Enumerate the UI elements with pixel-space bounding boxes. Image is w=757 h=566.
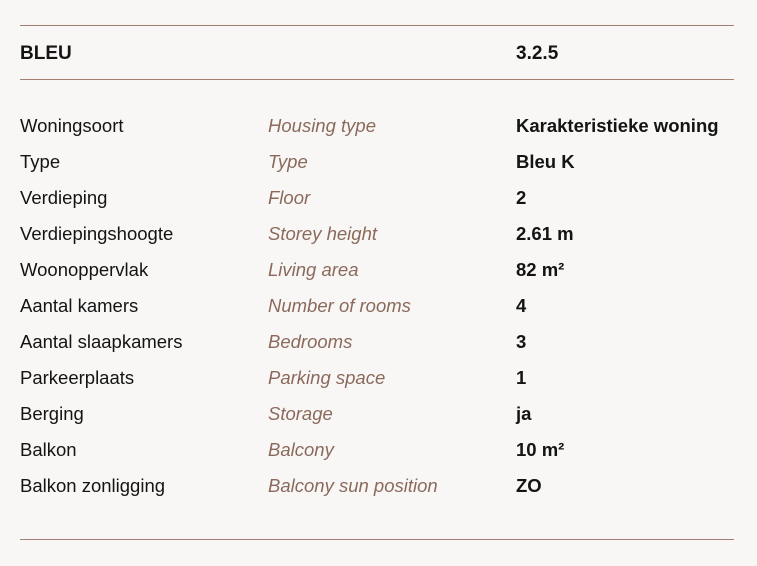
dutch-label: Type	[20, 151, 61, 172]
bottom-divider	[20, 539, 734, 540]
spec-row-bedrooms	[20, 329, 734, 365]
dutch-label: Parkeerplaats	[20, 367, 135, 388]
dutch-label: Balkon	[20, 439, 77, 460]
spec-value: 4	[516, 295, 527, 316]
spec-table	[20, 113, 734, 509]
dutch-label: Aantal kamers	[20, 295, 139, 316]
dutch-label: Berging	[20, 403, 84, 424]
spec-value: ja	[516, 403, 532, 424]
english-label: Bedrooms	[268, 331, 353, 352]
spec-value: Karakteristieke woning	[516, 115, 719, 136]
spec-value: 1	[516, 367, 527, 388]
spec-row-balcony	[20, 437, 734, 473]
spec-value: 10 m²	[516, 439, 565, 460]
english-label: Balcony sun position	[268, 475, 438, 496]
apartment-name: BLEU	[20, 43, 72, 64]
spec-row-type	[20, 149, 734, 185]
spec-row-housing-type	[20, 113, 734, 149]
english-label: Housing type	[268, 115, 376, 136]
dutch-label: Balkon zonligging	[20, 475, 166, 496]
english-label: Floor	[268, 187, 311, 208]
english-label: Living area	[268, 259, 359, 280]
english-label: Balcony	[268, 439, 334, 460]
dutch-label: Verdieping	[20, 187, 108, 208]
spec-row-storage	[20, 401, 734, 437]
english-label: Number of rooms	[268, 295, 411, 316]
english-label: Type	[268, 151, 308, 172]
spec-row-living-area	[20, 257, 734, 293]
spec-row-number-of-rooms	[20, 293, 734, 329]
spec-row-balcony-sun-position	[20, 473, 734, 509]
spec-value: 2.61 m	[516, 223, 574, 244]
english-label: Storey height	[268, 223, 378, 244]
top-divider	[20, 25, 734, 26]
header-row	[20, 41, 734, 67]
spec-value: 2	[516, 187, 527, 208]
dutch-label: Verdiepingshoogte	[20, 223, 174, 244]
spec-sheet	[20, 0, 734, 566]
apartment-code: 3.2.5	[516, 43, 559, 64]
spec-row-floor	[20, 185, 734, 221]
spec-value: 3	[516, 331, 527, 352]
spec-row-storey-height	[20, 221, 734, 257]
spec-value: ZO	[516, 475, 542, 496]
spec-value: Bleu K	[516, 151, 575, 172]
dutch-label: Aantal slaapkamers	[20, 331, 183, 352]
header-divider	[20, 79, 734, 80]
spec-row-parking-space	[20, 365, 734, 401]
dutch-label: Woonoppervlak	[20, 259, 149, 280]
spec-value: 82 m²	[516, 259, 565, 280]
english-label: Storage	[268, 403, 333, 424]
english-label: Parking space	[268, 367, 386, 388]
dutch-label: Woningsoort	[20, 115, 124, 136]
